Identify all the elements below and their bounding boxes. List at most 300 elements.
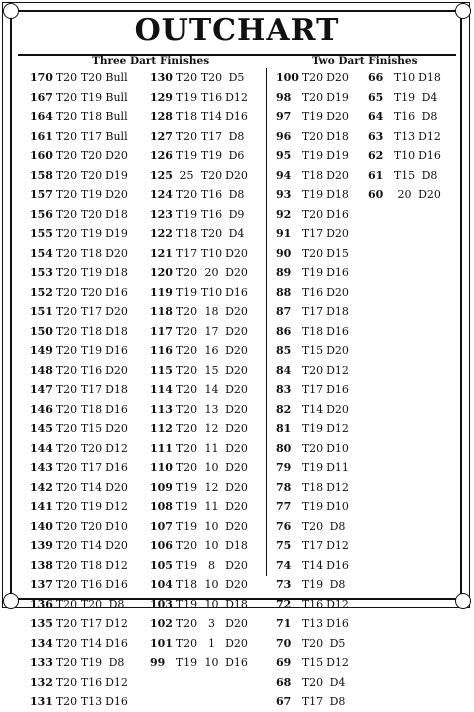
dart-throw: T19 <box>175 500 198 514</box>
finish-row <box>368 88 442 108</box>
dart-throw: D18 <box>105 324 128 338</box>
dart-throw: T20 <box>55 363 78 377</box>
dart-throw: T19 <box>175 90 198 104</box>
dart-throw: T16 <box>393 110 416 124</box>
dart-throw: D20 <box>225 578 248 592</box>
finish-total: 116 <box>150 344 173 358</box>
finish-total: 108 <box>150 500 173 514</box>
dart-throw: D12 <box>326 480 349 494</box>
finish-row <box>276 68 350 88</box>
dart-throw: D20 <box>225 617 248 631</box>
finish-total: 127 <box>150 129 173 143</box>
dart-throw: T18 <box>80 324 103 338</box>
finish-row <box>276 575 350 595</box>
dart-throw: D20 <box>326 285 349 299</box>
finish-row <box>150 361 249 381</box>
dart-throw: D12 <box>105 441 128 455</box>
finish-row <box>150 575 249 595</box>
finish-total: 97 <box>276 110 292 124</box>
dart-throw: T19 <box>175 149 198 163</box>
dart-throw: D18 <box>105 383 128 397</box>
dart-throw: T17 <box>200 129 223 143</box>
dart-throw: Bull <box>105 129 128 143</box>
dart-throw: T20 <box>55 617 78 631</box>
finish-total: 78 <box>276 480 292 494</box>
finish-total: 142 <box>30 480 53 494</box>
dart-throw: D16 <box>326 617 349 631</box>
finish-row <box>150 517 249 537</box>
dart-throw: D16 <box>105 578 128 592</box>
finish-row <box>150 400 249 420</box>
finish-row <box>276 692 350 712</box>
dart-throw: T16 <box>200 207 223 221</box>
finish-total: 133 <box>30 656 53 670</box>
dart-throw: T20 <box>55 519 78 533</box>
finish-row <box>150 380 249 400</box>
finish-total: 103 <box>150 597 173 611</box>
dart-throw: D16 <box>105 695 128 709</box>
finish-row <box>30 614 129 634</box>
dart-throw: T20 <box>175 441 198 455</box>
dart-throw: T20 <box>55 383 78 397</box>
dart-throw: T16 <box>301 285 324 299</box>
dart-throw: D20 <box>225 344 248 358</box>
finish-total: 72 <box>276 597 292 611</box>
finish-row <box>276 380 350 400</box>
dart-throw: 10 <box>204 519 219 533</box>
dart-throw: T20 <box>175 422 198 436</box>
dart-throw: T20 <box>175 402 198 416</box>
finish-row <box>30 653 129 673</box>
finish-total: 137 <box>30 578 53 592</box>
finish-total: 105 <box>150 558 173 572</box>
dart-throw: T20 <box>301 129 324 143</box>
corner-ornament-bottom-right <box>455 593 471 609</box>
dart-throw: D11 <box>326 461 349 475</box>
dart-throw: D8 <box>228 129 245 143</box>
finish-row <box>276 536 350 556</box>
finish-total: 118 <box>150 305 173 319</box>
finish-total: 125 <box>150 168 173 182</box>
dart-throw: T17 <box>301 383 324 397</box>
finish-total: 79 <box>276 461 292 475</box>
dart-throw: D10 <box>326 500 349 514</box>
finish-total: 63 <box>368 129 384 143</box>
finish-total: 121 <box>150 246 173 260</box>
finish-row <box>276 400 350 420</box>
dart-throw: T17 <box>301 695 324 709</box>
dart-throw: T20 <box>55 266 78 280</box>
dart-throw: D16 <box>326 558 349 572</box>
dart-throw: T20 <box>55 402 78 416</box>
dart-throw: D18 <box>105 266 128 280</box>
dart-throw: T20 <box>80 168 103 182</box>
dart-throw: D8 <box>329 578 346 592</box>
finish-total: 71 <box>276 617 292 631</box>
dart-throw: D16 <box>105 285 128 299</box>
dart-throw: T18 <box>175 227 198 241</box>
finish-row <box>276 263 350 283</box>
dart-throw: T20 <box>200 227 223 241</box>
dart-throw: 20 <box>397 188 412 202</box>
dart-throw: T19 <box>175 597 198 611</box>
finish-row <box>30 166 129 186</box>
dart-throw: T20 <box>301 675 324 689</box>
dart-throw: D12 <box>326 656 349 670</box>
dart-throw: T20 <box>55 207 78 221</box>
dart-throw: D20 <box>326 227 349 241</box>
dart-throw: T14 <box>200 110 223 124</box>
finish-row <box>150 205 249 225</box>
dart-throw: T19 <box>175 656 198 670</box>
dart-throw: D20 <box>225 383 248 397</box>
dart-throw: D16 <box>105 402 128 416</box>
finish-row <box>30 673 129 693</box>
finish-row <box>276 419 350 439</box>
finish-total: 98 <box>276 90 292 104</box>
dart-throw: T20 <box>55 656 78 670</box>
finish-row <box>368 166 442 186</box>
dart-throw: D20 <box>225 324 248 338</box>
finish-total: 122 <box>150 227 173 241</box>
dart-throw: T20 <box>55 285 78 299</box>
finish-total: 135 <box>30 617 53 631</box>
dart-throw: T20 <box>175 188 198 202</box>
dart-throw: T20 <box>55 578 78 592</box>
dart-throw: D20 <box>225 305 248 319</box>
finish-row <box>368 185 442 205</box>
dart-throw: T19 <box>175 480 198 494</box>
finish-row <box>30 556 129 576</box>
dart-throw: D18 <box>326 129 349 143</box>
finish-row <box>276 517 350 537</box>
dart-throw: T18 <box>80 110 103 124</box>
finish-total: 110 <box>150 461 173 475</box>
dart-throw: T16 <box>200 188 223 202</box>
dart-throw: D16 <box>105 461 128 475</box>
dart-throw: T17 <box>80 305 103 319</box>
dart-throw: D12 <box>105 675 128 689</box>
dart-throw: D12 <box>105 617 128 631</box>
dart-throw: 17 <box>204 324 219 338</box>
finish-total: 144 <box>30 441 53 455</box>
dart-throw: T18 <box>80 246 103 260</box>
finish-total: 155 <box>30 227 53 241</box>
dart-throw: 8 <box>208 558 215 572</box>
finish-row <box>150 127 249 147</box>
dart-throw: T10 <box>393 149 416 163</box>
finish-row <box>30 283 129 303</box>
dart-throw: T19 <box>301 500 324 514</box>
finish-total: 152 <box>30 285 53 299</box>
dart-throw: D20 <box>105 363 128 377</box>
dart-throw: 20 <box>204 266 219 280</box>
dart-throw: T13 <box>393 129 416 143</box>
finish-total: 90 <box>276 246 292 260</box>
dart-throw: D20 <box>105 149 128 163</box>
dart-throw: T19 <box>80 227 103 241</box>
dart-throw: D16 <box>326 383 349 397</box>
finish-row <box>368 146 442 166</box>
dart-throw: T19 <box>301 578 324 592</box>
finish-row <box>30 419 129 439</box>
dart-throw: D8 <box>228 188 245 202</box>
finish-row <box>276 166 350 186</box>
dart-throw: D4 <box>329 675 346 689</box>
finish-total: 84 <box>276 363 292 377</box>
dart-throw: D16 <box>418 149 441 163</box>
dart-throw: T20 <box>55 344 78 358</box>
finish-total: 141 <box>30 500 53 514</box>
finish-row <box>150 419 249 439</box>
finish-total: 80 <box>276 441 292 455</box>
dart-throw: D12 <box>418 129 441 143</box>
finish-total: 95 <box>276 149 292 163</box>
finish-total: 111 <box>150 441 173 455</box>
dart-throw: T19 <box>301 149 324 163</box>
finish-row <box>276 478 350 498</box>
finish-row <box>30 88 129 108</box>
dart-throw: T20 <box>80 597 103 611</box>
finish-total: 82 <box>276 402 292 416</box>
finish-row <box>276 127 350 147</box>
dart-throw: T14 <box>301 558 324 572</box>
finish-row <box>30 127 129 147</box>
dart-throw: D12 <box>326 539 349 553</box>
dart-throw: T18 <box>175 578 198 592</box>
dart-throw: T20 <box>301 519 324 533</box>
dart-throw: T20 <box>175 461 198 475</box>
finish-total: 134 <box>30 636 53 650</box>
finish-total: 131 <box>30 695 53 709</box>
finish-total: 67 <box>276 695 292 709</box>
finish-total: 139 <box>30 539 53 553</box>
dart-throw: D8 <box>329 695 346 709</box>
dart-throw: T16 <box>301 597 324 611</box>
dart-throw: T20 <box>55 110 78 124</box>
finish-row <box>150 263 249 283</box>
finish-total: 86 <box>276 324 292 338</box>
dart-throw: D9 <box>228 207 245 221</box>
dart-throw: T19 <box>301 422 324 436</box>
dart-throw: D10 <box>326 441 349 455</box>
finish-total: 136 <box>30 597 53 611</box>
finish-total: 167 <box>30 90 53 104</box>
finish-total: 149 <box>30 344 53 358</box>
finish-total: 83 <box>276 383 292 397</box>
dart-throw: T20 <box>175 539 198 553</box>
dart-throw: T14 <box>80 636 103 650</box>
dart-throw: T17 <box>301 227 324 241</box>
finish-row <box>30 536 129 556</box>
dart-throw: D18 <box>326 305 349 319</box>
finish-row <box>30 244 129 264</box>
dart-throw: T20 <box>301 90 324 104</box>
dart-throw: D20 <box>326 110 349 124</box>
finish-total: 161 <box>30 129 53 143</box>
dart-throw: T20 <box>55 636 78 650</box>
dart-throw: D19 <box>326 149 349 163</box>
finish-row <box>150 614 249 634</box>
dart-throw: 16 <box>204 344 219 358</box>
finish-row <box>276 244 350 264</box>
finish-row <box>150 497 249 517</box>
dart-throw: T10 <box>200 246 223 260</box>
finish-total: 104 <box>150 578 173 592</box>
dart-throw: T18 <box>301 168 324 182</box>
dart-throw: D8 <box>108 597 125 611</box>
dart-throw: T20 <box>80 149 103 163</box>
dart-throw: D5 <box>329 636 346 650</box>
dart-throw: T17 <box>80 383 103 397</box>
dart-throw: T20 <box>55 695 78 709</box>
dart-throw: T14 <box>80 480 103 494</box>
finish-row <box>150 146 249 166</box>
finish-total: 109 <box>150 480 173 494</box>
finish-total: 112 <box>150 422 173 436</box>
dart-throw: 25 <box>179 168 194 182</box>
finish-total: 117 <box>150 324 173 338</box>
three-dart-column-2 <box>150 68 249 673</box>
finish-row <box>30 302 129 322</box>
dart-throw: T20 <box>80 519 103 533</box>
finish-row <box>368 107 442 127</box>
dart-throw: D5 <box>228 71 245 85</box>
finish-row <box>150 166 249 186</box>
dart-throw: T20 <box>55 188 78 202</box>
finish-row <box>30 68 129 88</box>
finish-total: 157 <box>30 188 53 202</box>
dart-throw: T19 <box>80 266 103 280</box>
dart-throw: T20 <box>55 539 78 553</box>
dart-throw: T20 <box>55 129 78 143</box>
finish-total: 148 <box>30 363 53 377</box>
dart-throw: D18 <box>105 207 128 221</box>
dart-throw: 11 <box>204 441 219 455</box>
dart-throw: T19 <box>301 266 324 280</box>
finish-total: 81 <box>276 422 292 436</box>
dart-throw: 1 <box>208 636 215 650</box>
dart-throw: D19 <box>326 90 349 104</box>
dart-throw: T19 <box>80 344 103 358</box>
finish-total: 146 <box>30 402 53 416</box>
finish-total: 69 <box>276 656 292 670</box>
finish-row <box>30 439 129 459</box>
dart-throw: T16 <box>80 675 103 689</box>
dart-throw: T17 <box>80 617 103 631</box>
finish-total: 170 <box>30 71 53 85</box>
dart-throw: D8 <box>421 168 438 182</box>
finish-row <box>276 146 350 166</box>
dart-throw: T20 <box>55 90 78 104</box>
finish-total: 132 <box>30 675 53 689</box>
dart-throw: D20 <box>105 539 128 553</box>
finish-row <box>150 341 249 361</box>
finish-total: 96 <box>276 129 292 143</box>
finish-row <box>30 575 129 595</box>
finish-total: 60 <box>368 188 384 202</box>
three-dart-column-1 <box>30 68 129 712</box>
dart-throw: D20 <box>105 422 128 436</box>
finish-total: 68 <box>276 675 292 689</box>
dart-throw: D12 <box>326 422 349 436</box>
dart-throw: D20 <box>326 402 349 416</box>
finish-total: 100 <box>276 71 299 85</box>
dart-throw: D4 <box>421 90 438 104</box>
finish-row <box>30 595 129 615</box>
dart-throw: T15 <box>301 344 324 358</box>
finish-row <box>150 653 249 673</box>
dart-throw: T15 <box>393 168 416 182</box>
finish-row <box>150 88 249 108</box>
dart-throw: T20 <box>175 305 198 319</box>
finish-total: 113 <box>150 402 173 416</box>
finish-row <box>150 439 249 459</box>
dart-throw: 15 <box>204 363 219 377</box>
finish-total: 74 <box>276 558 292 572</box>
dart-throw: 10 <box>204 578 219 592</box>
dart-throw: D8 <box>421 110 438 124</box>
dart-throw: D20 <box>225 168 248 182</box>
dart-throw: D16 <box>326 266 349 280</box>
finish-row <box>276 185 350 205</box>
finish-total: 164 <box>30 110 53 124</box>
finish-total: 101 <box>150 636 173 650</box>
finish-total: 107 <box>150 519 173 533</box>
dart-throw: T20 <box>55 324 78 338</box>
dart-throw: D16 <box>326 324 349 338</box>
dart-throw: T20 <box>200 168 223 182</box>
dart-throw: D20 <box>225 422 248 436</box>
dart-throw: D4 <box>228 227 245 241</box>
dart-throw: D20 <box>105 246 128 260</box>
dart-throw: T20 <box>175 363 198 377</box>
dart-throw: T18 <box>301 480 324 494</box>
finish-row <box>30 341 129 361</box>
dart-throw: D20 <box>225 519 248 533</box>
finish-total: 94 <box>276 168 292 182</box>
dart-throw: 18 <box>204 305 219 319</box>
dart-throw: T20 <box>175 71 198 85</box>
finish-total: 156 <box>30 207 53 221</box>
finish-row <box>150 107 249 127</box>
dart-throw: D20 <box>225 558 248 572</box>
page-title: OUTCHART <box>134 13 340 48</box>
dart-throw: 10 <box>204 597 219 611</box>
finish-total: 115 <box>150 363 173 377</box>
finish-row <box>150 283 249 303</box>
dart-throw: D20 <box>225 402 248 416</box>
finish-row <box>30 478 129 498</box>
finish-total: 73 <box>276 578 292 592</box>
finish-row <box>276 361 350 381</box>
dart-throw: D10 <box>105 519 128 533</box>
three-dart-heading: Three Dart Finishes <box>92 55 210 67</box>
dart-throw: T18 <box>301 324 324 338</box>
finish-row <box>150 224 249 244</box>
dart-throw: T20 <box>55 441 78 455</box>
dart-throw: 14 <box>204 383 219 397</box>
dart-throw: T16 <box>80 363 103 377</box>
finish-total: 102 <box>150 617 173 631</box>
finish-total: 143 <box>30 461 53 475</box>
dart-throw: T20 <box>55 461 78 475</box>
finish-row <box>276 497 350 517</box>
dart-throw: T20 <box>301 441 324 455</box>
finish-row <box>30 634 129 654</box>
finish-total: 138 <box>30 558 53 572</box>
finish-row <box>368 127 442 147</box>
